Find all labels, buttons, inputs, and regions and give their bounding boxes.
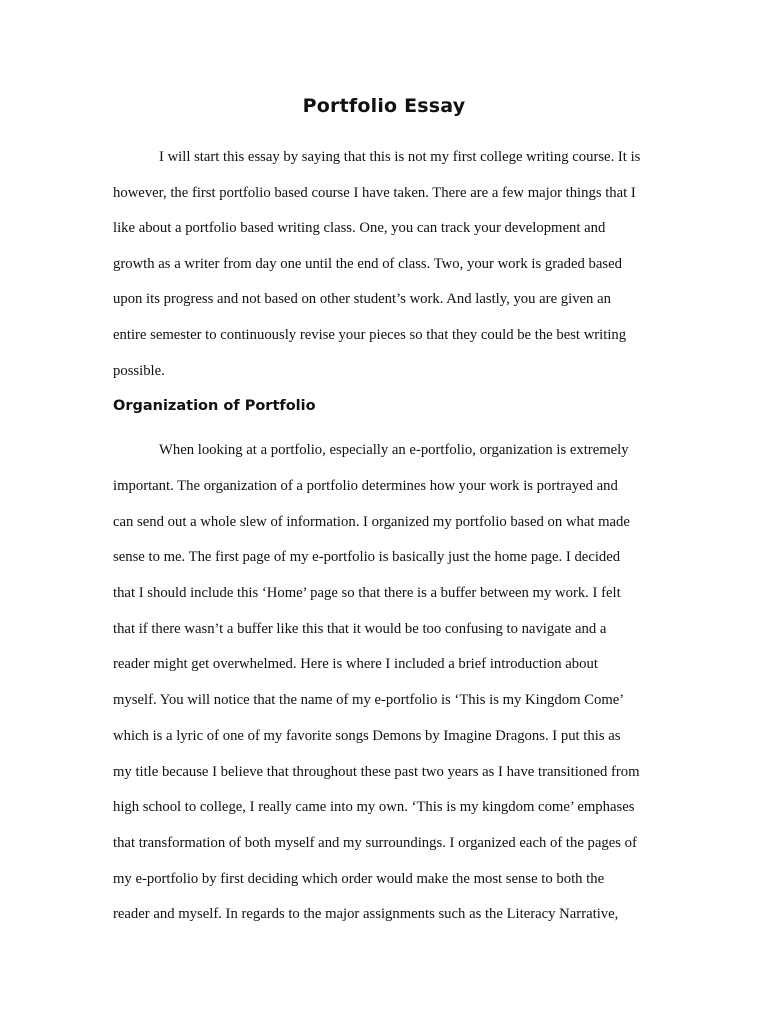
paragraph-line: myself. You will notice that the name of my e-portfolio is ‘This is my Kingdom Come’ (113, 692, 625, 708)
paragraph-line: entire semester to continuously revise your pieces so that they could be the best writing (113, 327, 627, 343)
paragraph-line: can send out a whole slew of information. I organized my portfolio based on what made (113, 514, 630, 530)
paragraph-line: growth as a writer from day one until the end of class. Two, your work is graded based (113, 256, 622, 272)
paragraph-line: however, the first portfolio based course I have taken. There are a few major things that I (113, 185, 636, 201)
paragraph-line: my e-portfolio by first deciding which order would make the most sense to both the (113, 871, 605, 887)
paragraph-line: that I should include this ‘Home’ page so that there is a buffer between my work. I felt (113, 585, 621, 601)
paragraph-line: possible. (113, 363, 165, 379)
paragraph-line: reader might get overwhelmed. Here is where I included a brief introduction about (113, 656, 598, 672)
paragraph-line: important. The organization of a portfolio determines how your work is portrayed and (113, 478, 618, 494)
paragraph-line: reader and myself. In regards to the major assignments such as the Literacy Narrative, (113, 906, 619, 922)
paragraph-line: which is a lyric of one of my favorite songs Demons by Imagine Dragons. I put this as (113, 728, 621, 744)
page-title: Portfolio Essay (302, 95, 466, 117)
paragraph-line: that transformation of both myself and my surroundings. I organized each of the pages of (113, 835, 637, 851)
paragraph-line: sense to me. The first page of my e-portfolio is basically just the home page. I decided (113, 549, 621, 565)
paragraph-line: like about a portfolio based writing class. One, you can track your development and (113, 220, 606, 236)
paragraph-line: my title because I believe that throughout these past two years as I have transitioned from (113, 764, 640, 780)
paragraph-line: upon its progress and not based on other student’s work. And lastly, you are given an (113, 291, 611, 307)
section-heading: Organization of Portfolio (113, 398, 316, 414)
paragraph-line: that if there wasn’t a buffer like this that it would be too confusing to navigate and a (113, 621, 607, 637)
paragraph-line: I will start this essay by saying that this is not my first college writing course. It is (159, 149, 641, 165)
paragraph-line: high school to college, I really came into my own. ‘This is my kingdom come’ emphases (113, 799, 635, 815)
paragraph-line: When looking at a portfolio, especially an e-portfolio, organization is extremely (159, 442, 629, 458)
